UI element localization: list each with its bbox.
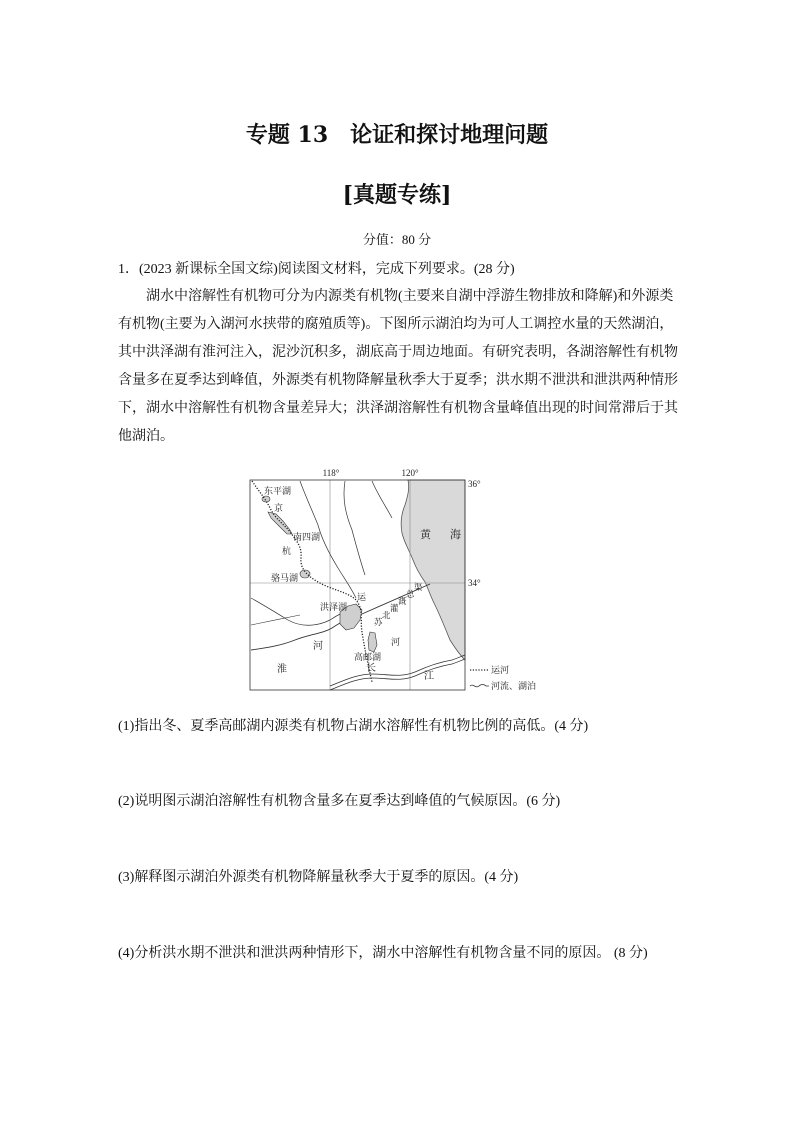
material-line: 他湖泊。	[118, 429, 174, 444]
canal-label-yun: 运	[357, 592, 367, 602]
legend-canal-label: 运河	[491, 665, 510, 675]
yellow-sea-label-huang: 黄	[420, 529, 431, 541]
question-heading: 1．(2023 新课标全国文综)阅读图文材料，完成下列要求。(28 分)	[118, 262, 515, 277]
dongping-lake-label: 东平湖	[264, 486, 292, 496]
longitude-label-120: 120°	[401, 468, 419, 478]
hongze-lake-label: 洪泽湖	[320, 602, 348, 612]
luoma-lake-label: 骆马湖	[271, 573, 299, 583]
subei-canal-label: 苏北灌溉总渠	[374, 582, 423, 627]
sub-question-3: (3)解释图示湖泊外源类有机物降解量秋季大于夏季的原因。(4 分)	[118, 870, 519, 885]
section-subtitle: [真题专练]	[342, 182, 452, 208]
sub-question-2: (2)说明图示湖泊溶解性有机物含量多在夏季达到峰值的气候原因。(6 分)	[118, 794, 561, 809]
sub-question-4: (4)分析洪水期不泄洪和泄洪两种情形下，湖水中溶解性有机物含量不同的原因。 (8 分)	[118, 946, 648, 961]
legend-river-symbol	[470, 685, 489, 687]
huai-river-label-huai: 淮	[277, 664, 287, 675]
sub-question-1: (1)指出冬、夏季高邮湖内源类有机物占湖水溶解性有机物比例的高低。(4 分)	[118, 719, 589, 734]
legend-rivers-lakes-label: 河流、湖泊	[491, 681, 537, 691]
material-line: 含量多在夏季达到峰值，外源类有机物降解量秋季大于夏季；洪水期不泄洪和泄洪两种情形	[118, 373, 678, 388]
latitude-label-34: 34°	[468, 578, 481, 588]
gaoyou-lake-label: 高邮湖	[354, 652, 382, 662]
yangtze-label-jiang: 江	[424, 671, 434, 682]
nansi-lake-label: 南四湖	[293, 532, 321, 542]
canal-label-jing: 京	[274, 503, 284, 513]
material-line: 下，湖水中溶解性有机物含量差异大；洪泽湖溶解性有机物含量峰值出现的时间常滞后于其	[118, 401, 678, 416]
canal-label-hang: 杭	[282, 546, 292, 556]
material-line: 湖水中溶解性有机物可分为内源类有机物(主要来自湖中浮游生物排放和降解)和外源类	[146, 289, 674, 304]
dongping-lake-shape	[262, 496, 270, 502]
page-title: 专题 13 论证和探讨地理问题	[245, 122, 549, 148]
yellow-sea-label-hai: 海	[450, 529, 461, 541]
latitude-label-36: 36°	[468, 479, 481, 489]
yangtze-label-chang: 长	[366, 663, 376, 674]
material-line: 有机物(主要为入湖河水挟带的腐殖质等)。下图所示湖泊均为可人工调控水量的天然湖泊，	[118, 317, 674, 332]
huai-river-label-he: 河	[313, 641, 323, 652]
material-line: 其中洪泽湖有淮河注入，泥沙沉积多，湖底高于周边地面。有研究表明，各湖溶解性有机物	[118, 345, 678, 360]
canal-label-he: 河	[391, 637, 401, 647]
longitude-label-118: 118°	[322, 468, 340, 478]
score-value: 分值：80 分	[362, 232, 432, 247]
lake-region-map	[240, 462, 550, 696]
